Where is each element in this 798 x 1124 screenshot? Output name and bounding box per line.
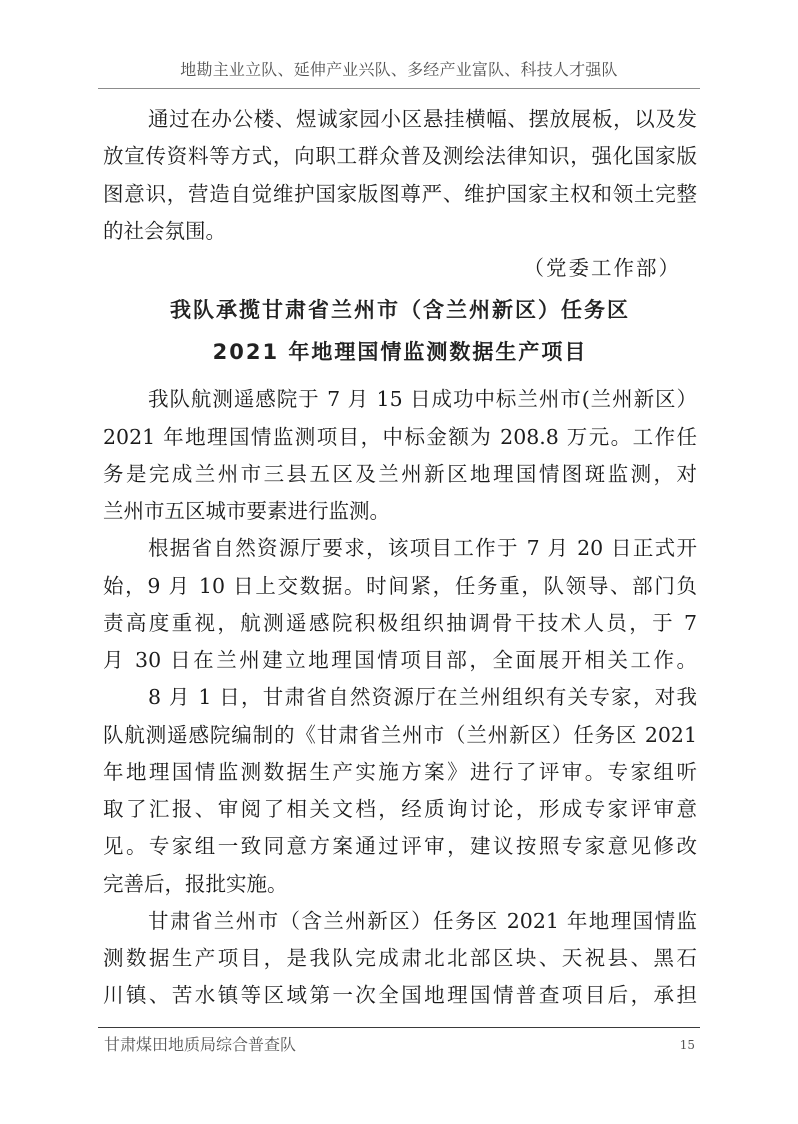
- text-line: 兰州市五区城市要素进行监测。: [103, 499, 390, 523]
- text-line: 队航测遥感院编制的《甘肃省兰州市（兰州新区）任务区 2021: [103, 722, 697, 747]
- text-line: 见。专家组一致同意方案通过评审，建议按照专家意见修改: [103, 834, 697, 859]
- text-line: 的社会氛围。: [103, 218, 226, 243]
- article-title: [103, 289, 697, 373]
- text-line: 年地理国情监测数据生产实施方案》进行了评审。专家组听: [103, 759, 697, 784]
- text-line: 放宣传资料等方式，向职工群众普及测绘法律知识，强化国家版: [103, 144, 697, 169]
- paragraph: [103, 679, 697, 903]
- text-line: 8 月 1 日，甘肃省自然资源厅在兰州组织有关专家，对我: [148, 685, 697, 710]
- text-line: 完善后，报批实施。: [103, 871, 288, 896]
- text-line: 通过在办公楼、煜诚家园小区悬挂横幅、摆放展板，以及发: [148, 107, 697, 131]
- text-line: 月 30 日在兰州建立地理国情项目部，全面展开相关工作。: [103, 648, 697, 672]
- text-line: 2021 年地理国情监测项目，中标金额为 208.8 万元。工作任: [103, 424, 697, 449]
- byline: （党委工作部）: [523, 256, 681, 280]
- paragraph: [103, 381, 697, 530]
- previous-article-ending: [103, 101, 697, 287]
- running-header: 地勘主业立队、延伸产业兴队、多经产业富队、科技人才强队: [180, 60, 618, 79]
- text-line: 测数据生产项目，是我队完成肃北北部区块、天祝县、黑石: [103, 946, 697, 970]
- text-line: 责高度重视，航测遥感院积极组织抽调骨干技术人员，于 7: [103, 610, 697, 635]
- text-line: 始，9 月 10 日上交数据。时间紧，任务重，队领导、部门负: [103, 573, 697, 598]
- page-number: 15: [679, 1038, 695, 1052]
- text-line: 我队航测遥感院于 7 月 15 日成功中标兰州市(兰州新区）: [148, 387, 697, 412]
- page-body: [103, 101, 697, 1015]
- footer-rule: [98, 1027, 700, 1028]
- text-line: 川镇、苦水镇等区域第一次全国地理国情普查项目后，承担: [103, 983, 697, 1008]
- text-line: 根据省自然资源厅要求，该项目工作于 7 月 20 日正式开: [148, 536, 697, 561]
- footer-organization: 甘肃煤田地质局综合普查队: [104, 1035, 297, 1054]
- paragraph: [103, 903, 697, 1015]
- header-rule: [98, 88, 700, 89]
- article-title-line: 我队承揽甘肃省兰州市（含兰州新区）任务区: [170, 298, 630, 323]
- article-title-line: 2021 年地理国情监测数据生产项目: [212, 340, 588, 365]
- paragraph: [103, 530, 697, 679]
- text-line: 甘肃省兰州市（含兰州新区）任务区 2021 年地理国情监: [148, 908, 697, 933]
- text-line: 务是完成兰州市三县五区及兰州新区地理国情图斑监测，对: [103, 461, 697, 486]
- text-line: 取了汇报、审阅了相关文档，经质询讨论，形成专家评审意: [103, 797, 697, 821]
- text-line: 图意识，营造自觉维护国家版图尊严、维护国家主权和领土完整: [103, 181, 697, 206]
